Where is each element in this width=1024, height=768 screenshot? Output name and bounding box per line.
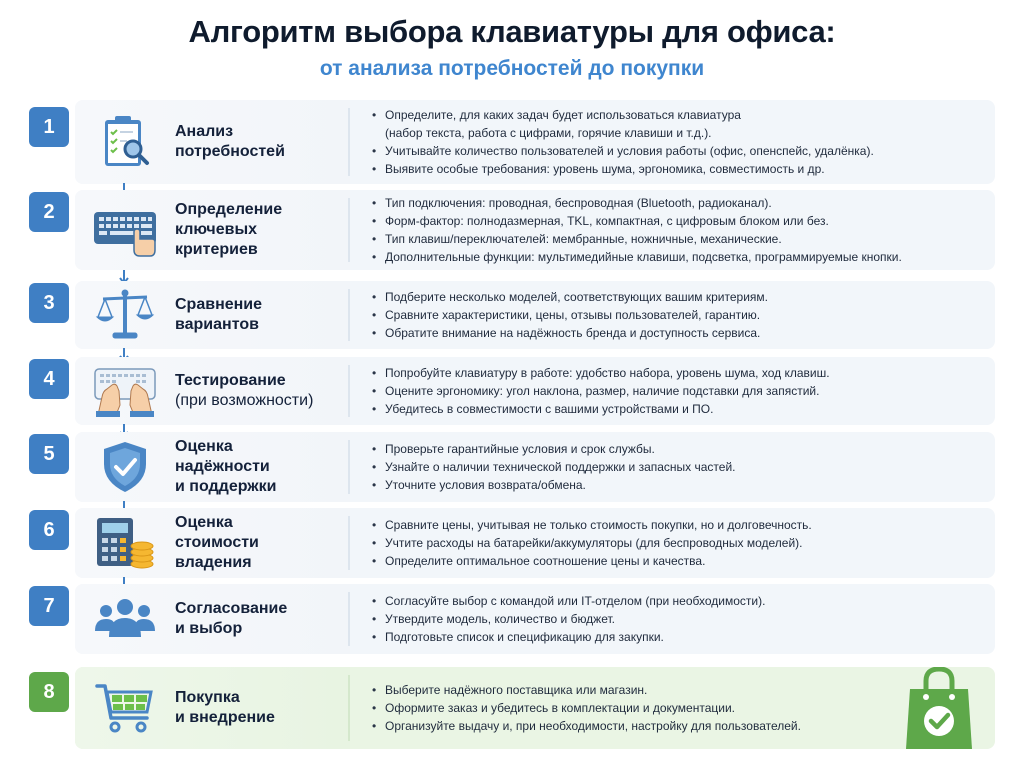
step-card xyxy=(75,667,995,749)
clipboard-search-icon xyxy=(75,112,175,172)
team-icon xyxy=(75,597,175,641)
step-title: Определение ключевых критериев xyxy=(175,201,283,258)
calculator-coins-icon xyxy=(75,516,175,570)
page-subtitle: от анализа потребностей до покупки xyxy=(319,57,705,80)
step-title: Тестирование (при возможности) xyxy=(175,372,314,409)
step-title: Оценка стоимости владения xyxy=(175,514,259,571)
step-bullets: • Проверьте гарантийные условия и срок службы. • Узнайте о наличии технической поддержки и запасных частей. • Уточните условия возврата/обмена. xyxy=(372,440,736,494)
page-title: Алгоритм выбора клавиатуры для офиса: xyxy=(188,14,836,49)
step-title: Анализ потребностей xyxy=(175,123,285,160)
step-number-badge: 5 xyxy=(29,434,69,474)
shield-check-icon xyxy=(75,440,175,494)
step-title: Согласование и выбор xyxy=(175,600,288,637)
step-card xyxy=(75,432,995,502)
shopping-cart-icon xyxy=(75,680,175,736)
step-bullets: • Тип подключения: проводная, беспроводная (Bluetooth, радиоканал). • Форм-фактор: полнодазмерная, TKL, компактная, с цифровым блоком или без. • Тип клавиш/переключателей: мембранные, ножничные, механические. • Дополнительные функции: мультимедийные клавиши, подсветка, программируемые кнопки. xyxy=(372,194,902,266)
step-number-badge: 1 xyxy=(29,107,69,147)
step-title: Оценка надёжности и поддержки xyxy=(175,438,277,495)
step-number-badge: 2 xyxy=(29,192,69,232)
step-card xyxy=(75,190,995,270)
step-number-badge: 3 xyxy=(29,283,69,323)
step-bullets: • Определите, для каких задач будет использоваться клавиатура (набор текста, работа с цифрами, горячие клавиши и т.д.). • Учитывайте количество пользователей и условия работы (офис, опенспейс, удалёнка). • Выявите особые требования: уровень шума, эргономика, совместимость и др. xyxy=(372,106,874,178)
step-number-badge: 4 xyxy=(29,359,69,399)
step-bullets: • Попробуйте клавиатуру в работе: удобство набора, уровень шума, ход клавиш. • Оцените эргономику: угол наклона, размер, наличие подставки для запястий. • Убедитесь в совместимости с вашими устройствами и ПО. xyxy=(372,364,830,418)
step-number-badge: 6 xyxy=(29,510,69,550)
scales-icon xyxy=(75,287,175,343)
step-bullets: • Согласуйте выбор с командой или IT-отделом (при необходимости). • Утвердите модель, количество и бюджет. • Подготовьте список и спецификацию для закупки. xyxy=(372,592,765,646)
typing-hands-icon xyxy=(75,365,175,417)
step-card xyxy=(75,357,995,425)
step-card xyxy=(75,508,995,578)
step-bullets: • Сравните цены, учитывая не только стоимость покупки, но и долговечность. • Учтите расходы на батарейки/аккумуляторы (для беспроводных моделей). • Определите оптимальное соотношение цены и качества. xyxy=(372,516,812,570)
keyboard-hand-icon xyxy=(75,202,175,258)
step-card xyxy=(75,281,995,349)
step-bullets: • Подберите несколько моделей, соответствующих вашим критериям. • Сравните характеристики, цены, отзывы пользователей, гарантию. • Обратите внимание на надёжность бренда и доступность сервиса. xyxy=(372,288,768,342)
step-bullets: • Выберите надёжного поставщика или магазин. • Оформите заказ и убедитесь в комплектации и документации. • Организуйте выдачу и, при необходимости, настройку для пользователей. xyxy=(372,681,801,735)
step-number-badge: 7 xyxy=(29,586,69,626)
step-card xyxy=(75,100,995,184)
step-number-badge: 8 xyxy=(29,672,69,712)
step-title: Покупка и внедрение xyxy=(175,689,275,726)
step-title: Сравнение вариантов xyxy=(175,296,263,333)
shopping-bag-check-icon xyxy=(902,667,976,756)
step-card xyxy=(75,584,995,654)
